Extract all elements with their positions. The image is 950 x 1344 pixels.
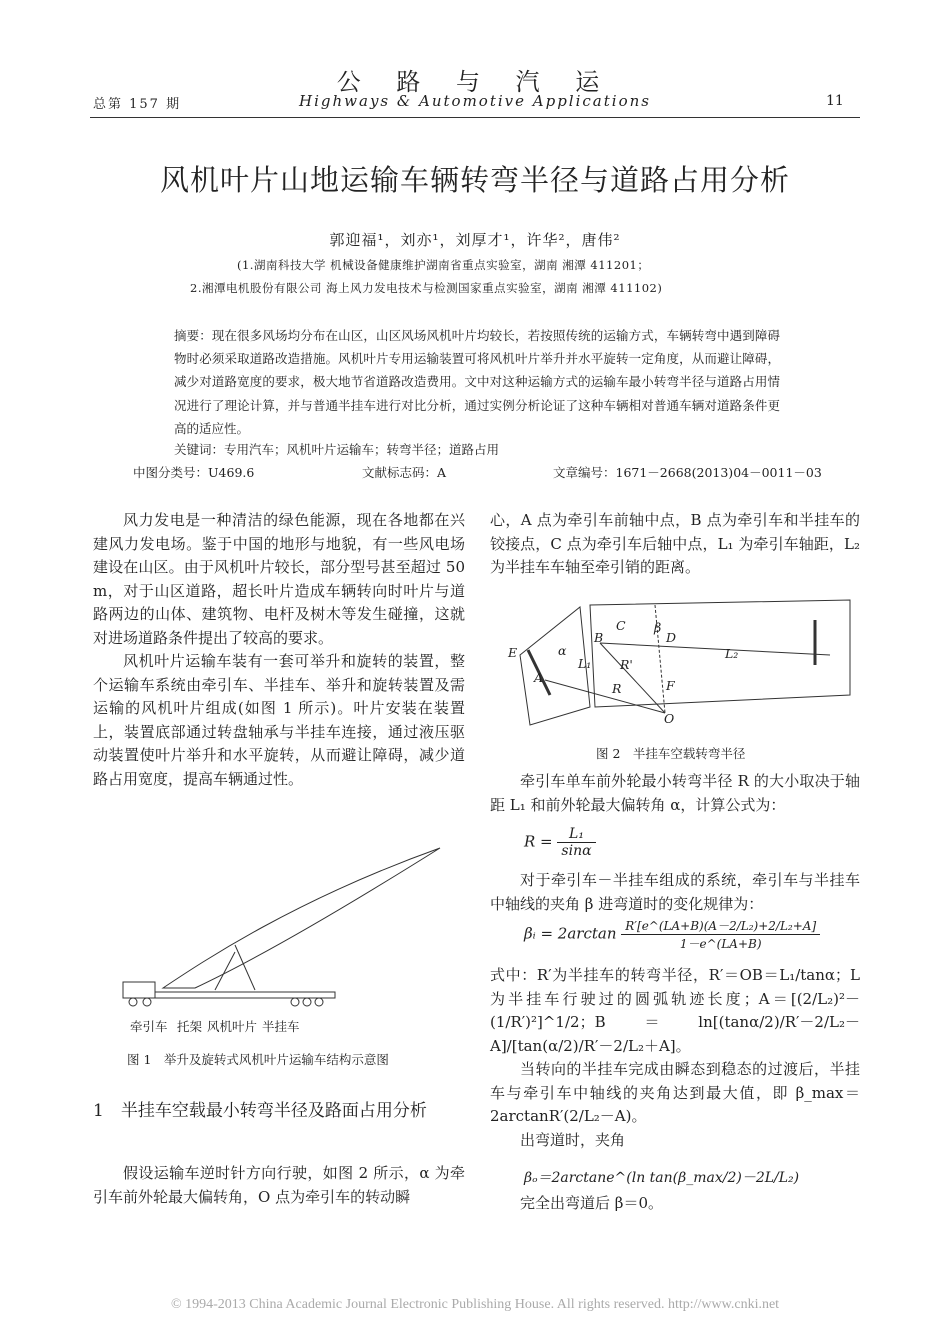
wind-blade (163, 848, 440, 988)
paragraph: 对于牵引车－半挂车组成的系统，牵引车与半挂车中轴线的夹角 β 进弯道时的变化规律为： (490, 871, 860, 913)
journal-title-en: Highways & Automotive Applications (299, 92, 651, 110)
bracket-strut (235, 945, 255, 990)
formula-1-denominator: sinα (561, 843, 592, 859)
formula-1-lhs: R = (524, 832, 553, 851)
paragraph: 牵引车单车前外轮最小转弯半径 R 的大小取决于轴距 L₁ 和前外轮最大偏转角 α，计算公式为： (490, 772, 860, 814)
wheel (303, 998, 311, 1006)
radius-line (600, 643, 665, 713)
article-number: 文章编号：1671－2668(2013)04－0011－03 (553, 465, 822, 480)
fig1-label-blade: 风机叶片 (207, 1019, 258, 1034)
right-column-text-4 (490, 964, 860, 1152)
issue-number: 总第 157 期 (93, 97, 182, 112)
fig2-r-prime: R' (620, 657, 633, 672)
formula-2 (524, 917, 820, 952)
tractor-cab (123, 982, 155, 998)
fig1-label-bracket: 托架 (177, 1019, 203, 1034)
paragraph: 式中：R′为半挂车的转弯半径，R′＝OB＝L₁/tanα；L 为半挂车行驶过的圆弧轨迹长度；A＝[(2/L₂)²－(1/R′)²]^1/2；B＝ln[(tanα/2)/R′－2/L₂－A]/[tan(α/2)/R′－2/L₂＋A]。 (490, 966, 860, 1055)
right-column-text-3 (490, 869, 860, 916)
paragraph: 风力发电是一种清洁的绿色能源，现在各地都在兴建风力发电场。鉴于中国的地形与地貌，有一些风电场建设在山区。由于风机叶片较长，部分型号甚至超过 50 m，对于山区道路，超长叶片造成车辆转向时叶片与道路两边的山体、建筑物、电杆及树木等发生碰撞，这就对进场道路条件提出了较高的要求。 (93, 511, 465, 647)
paragraph: 当转向的半挂车完成由瞬态到稳态的过渡后，半挂车与牵引车中轴线的夹角达到最大值，即 β_max＝2arctanR′(2/L₂－A)。 (490, 1060, 860, 1125)
fig2-point-d: D (666, 630, 677, 645)
fig2-r: R (612, 681, 622, 696)
radius-line (545, 680, 665, 713)
trailer-deck (155, 992, 335, 998)
fig2-point-c: C (616, 618, 626, 633)
formula-1-numerator: L₁ (557, 826, 595, 843)
formula-2-fraction (621, 917, 820, 952)
abstract: 摘要：现在很多风场均分布在山区，山区风场风机叶片均较长，若按照传统的运输方式，车辆转弯中遇到障碍物时必须采取道路改造措施。风机叶片专用运输装置可将风机叶片举升并水平旋转一定角度，从而避让障碍，减少对道路宽度的要求，极大地节省道路改造费用。文中对这种运输方式的运输车最小转弯半径与道路占用情况进行了理论计算，并与普通半挂车进行对比分析，通过实例分析论证了这种车辆相对普通车辆对道路条件更高的适应性。 (174, 328, 780, 436)
formula-2-numerator: R′[e^(LA+B)(A－2/L₂)+2/L₂+A] (621, 917, 820, 935)
affiliation-2: 2.湘潭电机股份有限公司 海上风力发电技术与检测国家重点实验室，湖南 湘潭 411102) (190, 281, 663, 295)
wheel (315, 998, 323, 1006)
fig2-alpha: α (558, 643, 567, 658)
authors: 郭迎福¹，刘亦¹，刘厚才¹，许华²，唐伟² (329, 231, 621, 249)
copyright-footer: © 1994-2013 China Academic Journal Electronic Publishing House. All rights reserved. http://www.cnki.net (170, 1297, 780, 1312)
right-column-text-5 (490, 1192, 860, 1216)
fig1-label-tractor: 牵引车 (130, 1019, 168, 1034)
figure-1-caption: 图 1 举升及旋转式风机叶片运输车结构示意图 (127, 1052, 389, 1067)
fig2-point-b: B (594, 630, 604, 645)
paragraph: 出弯道时，夹角 (520, 1130, 626, 1149)
axis-line (600, 643, 830, 655)
affiliation-1: (1.湖南科技大学 机械设备健康维护湖南省重点实验室，湖南 湘潭 411201； (237, 258, 650, 272)
paragraph: 完全出弯道后 β＝0。 (520, 1194, 663, 1212)
fig2-beta: β (654, 620, 662, 635)
wheel (129, 998, 137, 1006)
tractor-outline (590, 600, 850, 707)
left-column-text-2 (93, 1162, 465, 1209)
right-column-text-2 (490, 770, 860, 817)
wheel (291, 998, 299, 1006)
bracket-strut (215, 952, 235, 990)
figure-1-truck-diagram (115, 840, 455, 1020)
formula-3: βₒ＝2arctane^(ln tan(β_max/2)－2L/L₂) (524, 1170, 800, 1186)
fig2-l2: L₂ (725, 646, 739, 661)
left-column-text (93, 509, 465, 791)
fig2-point-e: E (508, 645, 518, 660)
fig2-point-f: F (666, 678, 675, 693)
article-title: 风机叶片山地运输车辆转弯半径与道路占用分析 (159, 163, 790, 197)
paragraph: 假设运输车逆时针方向行驶，如图 2 所示，α 为牵引车前外轮最大偏转角，O 点为牵引车的转动瞬 (93, 1164, 465, 1206)
page-number: 11 (826, 93, 844, 109)
right-column-text (490, 509, 860, 580)
header-rule (90, 117, 860, 118)
fig2-point-o: O (664, 711, 675, 726)
fig1-label-trailer: 半挂车 (262, 1019, 300, 1034)
wheel (143, 998, 151, 1006)
figure-2-turning-diagram (500, 595, 860, 735)
formula-2-lhs: βᵢ = 2arctan (524, 924, 617, 943)
figure-2-caption: 图 2 半挂车空载转弯半径 (596, 746, 746, 761)
formula-1 (524, 826, 596, 859)
formula-1-fraction (557, 826, 595, 859)
section-heading: 1 半挂车空载最小转弯半径及路面占用分析 (93, 1101, 427, 1121)
journal-title-cn: 公 路 与 汽 运 (336, 68, 614, 96)
clc-number: 中图分类号：U469.6 (133, 465, 255, 480)
paragraph: 风机叶片运输车装有一套可举升和旋转的装置，整个运输车系统由牵引车、半挂车、举升和旋转装置及需运输的风机叶片组成(如图 1 所示)。叶片安装在装置上，装置底部通过转盘轴承与半挂车连接，通过液压驱动装置使叶片举升和水平旋转，从而避让障碍，减少道路占用宽度，提高车辆通过性。 (93, 652, 465, 788)
document-code: 文献标志码：A (362, 465, 447, 480)
formula-2-denominator: 1－e^(LA+B) (679, 937, 762, 951)
keywords: 关键词：专用汽车；风机叶片运输车；转弯半径；道路占用 (174, 442, 500, 457)
fig2-l1: L₁ (578, 656, 592, 671)
fig2-point-a: A (534, 670, 544, 685)
paragraph: 心，A 点为牵引车前轴中点，B 点为牵引车和半挂车的铰接点，C 点为牵引车后轴中点，L₁ 为牵引车轴距，L₂ 为半挂车车轴至牵引销的距离。 (490, 511, 860, 576)
